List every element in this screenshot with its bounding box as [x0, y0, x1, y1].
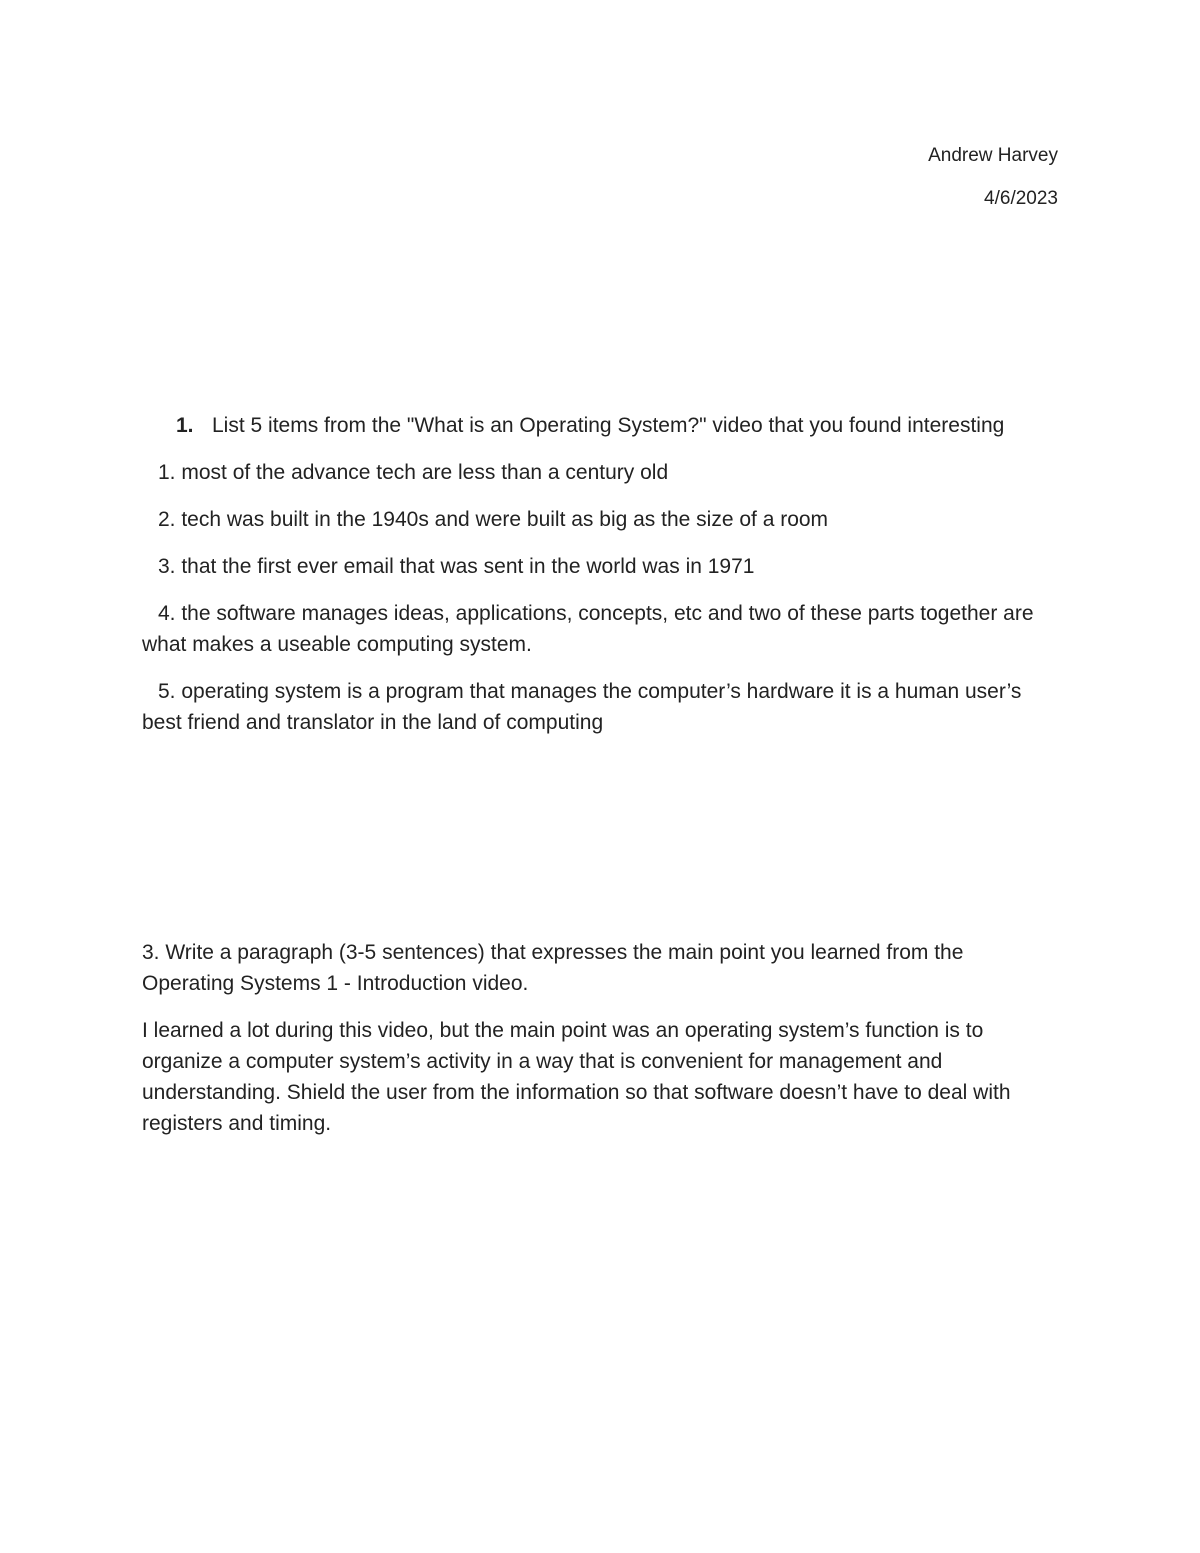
question-1-prompt: List 5 items from the "What is an Operating System?" video that you found interesting	[212, 414, 1005, 437]
answer-item-3: 3. that the first ever email that was sent in the world was in 1971	[158, 555, 755, 578]
question-3-answer: I learned a lot during this video, but the main point was an operating system’s function is to organize a computer system’s activity in a way that is convenient for management and understanding. Shield the user from the information so that software doesn’t have to deal with registers and timing.	[142, 1019, 1011, 1135]
question-1-heading	[176, 412, 1004, 440]
answer-item-1: 1. most of the advance tech are less than a century old	[158, 461, 669, 484]
question-3-prompt: 3. Write a paragraph (3-5 sentences) that expresses the main point you learned from the Operating Systems 1 - Introduction video.	[142, 941, 964, 995]
answer-item-2: 2. tech was built in the 1940s and were built as big as the size of a room	[158, 508, 829, 531]
document-date: 4/6/2023	[984, 188, 1058, 209]
author-name: Andrew Harvey	[928, 145, 1058, 166]
answer-item-4: 4. the software manages ideas, applications, concepts, etc and two of these parts together are what makes a useable computing system.	[142, 602, 1034, 656]
question-1-number: 1.	[176, 414, 194, 437]
answer-item-5: 5. operating system is a program that manages the computer’s hardware it is a human user’s best friend and translator in the land of computing	[142, 680, 1022, 734]
